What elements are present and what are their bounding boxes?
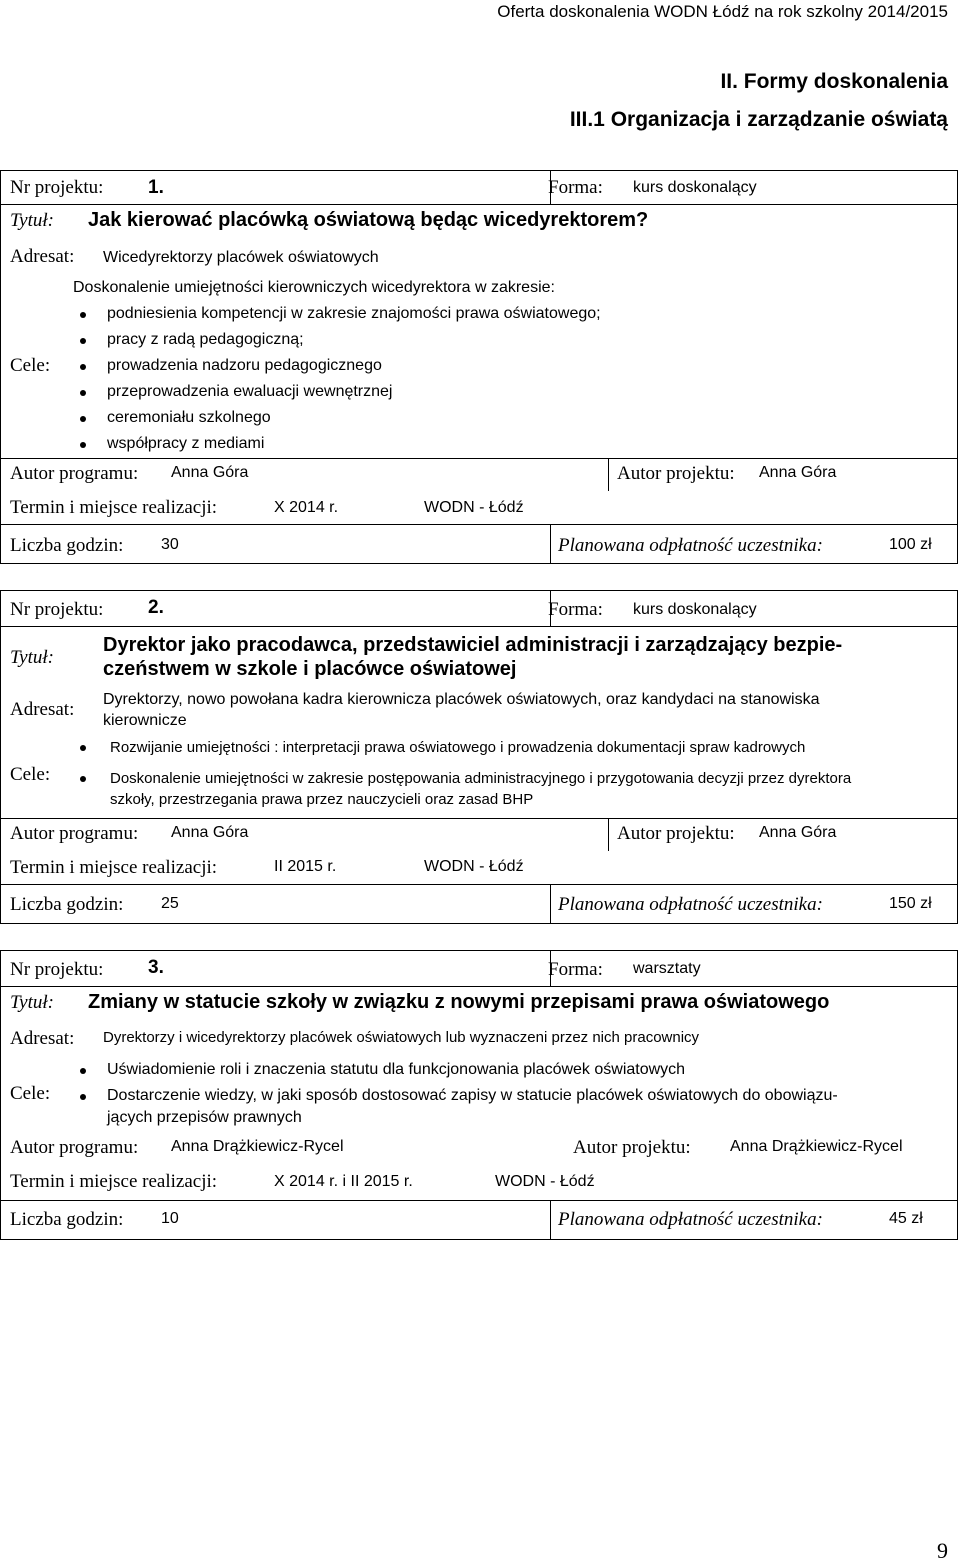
goal-item-continuation: szkoły, przestrzegania prawa przez nauczycieli oraz zasad BHP [110,791,534,808]
schedule-date: II 2015 r. [274,858,337,875]
goals-intro: Doskonalenie umiejętności kierowniczych wicedyrektora w zakresie: [73,279,555,296]
subsection-heading: III.1 Organizacja i zarządzanie oświatą [569,108,948,131]
project-author: Anna Góra [759,824,837,841]
project-number: 2. [148,597,164,618]
bullet-icon [80,442,86,448]
schedule-place: WODN - Łódź [424,858,524,875]
goal-item: Dostarczenie wiedzy, w jaki sposób dostosować zapisy w statucie placówek oświatowych do obowiązu- [107,1087,838,1104]
project-author-label: Autor projektu: [617,823,735,844]
goal-item: Doskonalenie umiejętności w zakresie postępowania administracyjnego i przygotowania decyzji przez dyrektora [110,770,852,787]
project-title-line-1: Dyrektor jako pracodawca, przedstawiciel administracji i zarządzający bezpie- [103,634,843,656]
goal-item: współpracy z mediami [107,435,265,452]
fee-label: Planowana odpłatność uczestnika: [558,535,823,556]
fee-value: 100 zł [889,536,932,553]
goal-item: Uświadomienie roli i znaczenia statutu dla funkcjonowania placówek oświatowych [107,1061,686,1078]
program-author: Anna Góra [171,824,249,841]
goal-item: prowadzenia nadzoru pedagogicznego [107,357,382,374]
project-number: 3. [148,957,164,978]
form-label: Forma: [548,959,603,980]
schedule-date: X 2014 r. i II 2015 r. [274,1173,413,1190]
hours-value: 10 [161,1210,179,1227]
form-value: kurs doskonalący [633,601,757,618]
goal-item: przeprowadzenia ewaluacji wewnętrznej [107,383,393,400]
goal-item: Rozwijanie umiejętności : interpretacji prawa oświatowego i prowadzenia dokumentacji spraw kadrowych [110,739,806,756]
project-title: Jak kierować placówką oświatową będąc wicedyrektorem? [88,209,649,231]
bullet-icon [80,364,86,370]
fee-value: 150 zł [889,895,932,912]
goal-item: ceremoniału szkolnego [107,409,271,426]
project-number-label: Nr projektu: [10,599,104,620]
project-author: Anna Góra [759,464,837,481]
form-label: Forma: [548,177,603,198]
bullet-icon [80,1068,86,1074]
form-value: kurs doskonalący [633,179,757,196]
fee-label: Planowana odpłatność uczestnika: [558,894,823,915]
schedule-date: X 2014 r. [274,499,339,516]
project-number-label: Nr projektu: [10,959,104,980]
fee-label: Planowana odpłatność uczestnika: [558,1209,823,1230]
addressee-value: Wicedyrektorzy placówek oświatowych [103,249,379,266]
addressee-line-2: kierownicze [103,712,187,729]
goal-item: podniesienia kompetencji w zakresie znajomości prawa oświatowego; [107,305,601,322]
schedule-label: Termin i miejsce realizacji: [10,1171,218,1192]
hours-label: Liczba godzin: [10,894,124,915]
addressee-value: Dyrektorzy i wicedyrektorzy placówek oświatowych lub wyznaczeni przez nich pracownicy [103,1029,700,1046]
program-author-label: Autor programu: [10,1137,139,1158]
project-number-label: Nr projektu: [10,177,104,198]
bullet-icon [80,776,86,782]
running-header: Oferta doskonalenia WODN Łódź na rok szkolny 2014/2015 [497,2,948,21]
form-label: Forma: [548,599,603,620]
form-value: warsztaty [633,960,701,977]
program-author-label: Autor programu: [10,463,139,484]
program-author-label: Autor programu: [10,823,139,844]
schedule-label: Termin i miejsce realizacji: [10,857,218,878]
schedule-place: WODN - Łódź [424,499,524,516]
page-number: 9 [937,1538,948,1563]
program-author: Anna Góra [171,464,249,481]
project-title: Zmiany w statucie szkoły w związku z nowymi przepisami prawa oświatowego [88,991,830,1013]
schedule-place: WODN - Łódź [495,1173,595,1190]
bullet-icon [80,745,86,751]
goal-item: pracy z radą pedagogiczną; [107,331,304,348]
goals-label: Cele: [10,355,51,376]
addressee-label: Adresat: [10,699,75,720]
title-label: Tytuł: [10,210,54,231]
project-title-line-2: czeństwem w szkole i placówce oświatowej [103,658,517,680]
fee-value: 45 zł [889,1210,923,1227]
bullet-icon [80,416,86,422]
addressee-label: Adresat: [10,246,75,267]
project-author-label: Autor projektu: [617,463,735,484]
program-author: Anna Drążkiewicz-Rycel [171,1138,344,1155]
goal-item-continuation: jących przepisów prawnych [107,1109,302,1126]
hours-label: Liczba godzin: [10,1209,124,1230]
addressee-line-1: Dyrektorzy, nowo powołana kadra kierownicza placówek oświatowych, oraz kandydaci na stanowiska [103,691,820,708]
title-label: Tytuł: [10,992,54,1013]
bullet-icon [80,312,86,318]
project-author-label: Autor projektu: [573,1137,691,1158]
bullet-icon [80,338,86,344]
hours-value: 25 [161,895,179,912]
goals-label: Cele: [10,1083,51,1104]
hours-value: 30 [161,536,179,553]
section-heading: II. Formy doskonalenia [720,70,948,93]
bullet-icon [80,390,86,396]
hours-label: Liczba godzin: [10,535,124,556]
project-author: Anna Drążkiewicz-Rycel [730,1138,903,1155]
schedule-label: Termin i miejsce realizacji: [10,497,218,518]
bullet-icon [80,1094,86,1100]
project-number: 1. [148,177,164,198]
addressee-label: Adresat: [10,1028,75,1049]
title-label: Tytuł: [10,647,54,668]
goals-label: Cele: [10,764,51,785]
